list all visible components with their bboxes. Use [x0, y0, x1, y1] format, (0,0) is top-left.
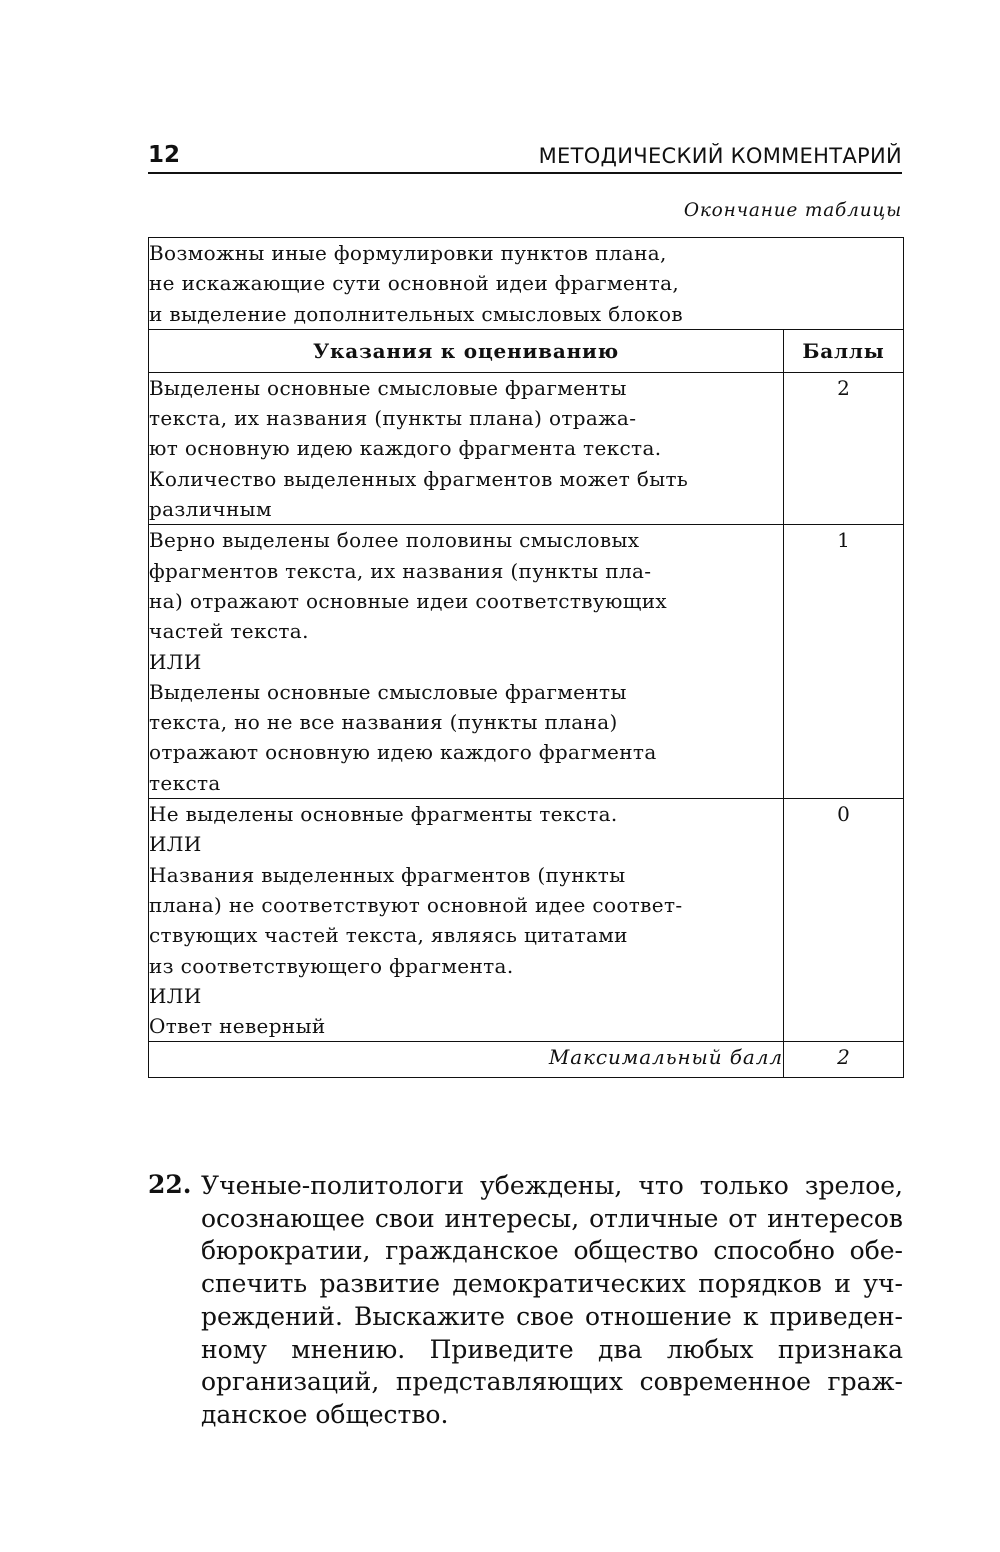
criteria-line: из соответствующего фрагмента. — [149, 953, 514, 978]
intro-line: Возможны иные формулировки пунктов плана, — [149, 241, 667, 265]
table-header-row — [149, 329, 904, 372]
criteria-line: ют основную идею каждого фрагмента текста. — [149, 436, 662, 461]
criteria-line: Выделены основные смысловые фрагменты — [149, 375, 627, 400]
criteria-line: текста — [149, 770, 221, 795]
table-row — [149, 525, 904, 799]
criteria-line: текста, их названия (пункты плана) отража- — [149, 406, 637, 431]
question-text — [201, 1170, 903, 1432]
max-score-value: 2 — [784, 1042, 904, 1078]
criteria-line: Верно выделены более половины смысловых — [149, 528, 640, 553]
max-score-row — [149, 1042, 904, 1078]
criteria-line: на) отражают основные идеи соответствующих — [149, 588, 668, 613]
table-caption: Окончание таблицы — [683, 200, 902, 221]
max-score-label: Максимальный балл — [149, 1042, 784, 1078]
column-header-points: Баллы — [784, 329, 904, 372]
question-line: реждений. Выскажите свое отношение к приведен- — [201, 1301, 903, 1331]
column-header-criteria: Указания к оцениванию — [149, 329, 784, 372]
criteria-cell — [149, 525, 784, 799]
score-cell: 1 — [784, 525, 904, 799]
table-row — [149, 799, 904, 1042]
table-intro-row — [149, 238, 904, 330]
criteria-line: различным — [149, 497, 272, 522]
criteria-line: текста, но не все названия (пункты плана) — [149, 710, 618, 735]
criteria-line: ИЛИ — [149, 832, 202, 857]
question-line: ному мнению. Приведите два любых признака — [201, 1334, 903, 1364]
page-header — [148, 140, 902, 174]
question-line: данское общество. — [201, 1399, 449, 1429]
criteria-line: Ответ неверный — [149, 1014, 326, 1039]
criteria-cell — [149, 372, 784, 524]
question-line: организаций, представляющих современное граж- — [201, 1367, 903, 1397]
criteria-line: частей текста. — [149, 619, 309, 644]
intro-line: не искажающие сути основной идеи фрагмента, — [149, 271, 680, 296]
table-row — [149, 372, 904, 524]
grading-table — [148, 237, 904, 1078]
question-line: бюрократии, гражданское общество способно обе- — [201, 1236, 903, 1266]
page-number: 12 — [148, 142, 181, 168]
criteria-line: Не выделены основные фрагменты текста. — [149, 802, 618, 827]
criteria-line: плана) не соответствуют основной идее соответ- — [149, 892, 683, 917]
question-number: 22. — [148, 1170, 192, 1199]
question-line: спечить развитие демократических порядков и уч- — [201, 1269, 903, 1299]
criteria-line: Количество выделенных фрагментов может быть — [149, 466, 689, 491]
score-cell: 0 — [784, 799, 904, 1042]
criteria-line: фрагментов текста, их названия (пункты пла- — [149, 558, 652, 583]
question-line: Ученые-политологи убеждены, что только зрелое, — [201, 1171, 903, 1200]
criteria-line: ИЛИ — [149, 649, 202, 674]
running-title: МЕТОДИЧЕСКИЙ КОММЕНТАРИЙ — [538, 144, 902, 168]
question-line: осознающее свои интересы, отличные от интересов — [201, 1203, 903, 1233]
intro-line: и выделение дополнительных смысловых блоков — [149, 301, 683, 326]
criteria-line: ствующих частей текста, являясь цитатами — [149, 923, 628, 948]
criteria-line: Выделены основные смысловые фрагменты — [149, 679, 627, 704]
criteria-cell — [149, 799, 784, 1042]
criteria-line: ИЛИ — [149, 983, 202, 1008]
criteria-line: отражают основную идею каждого фрагмента — [149, 740, 657, 765]
table-intro-cell — [149, 238, 904, 330]
score-cell: 2 — [784, 372, 904, 524]
criteria-line: Названия выделенных фрагментов (пункты — [149, 862, 626, 887]
